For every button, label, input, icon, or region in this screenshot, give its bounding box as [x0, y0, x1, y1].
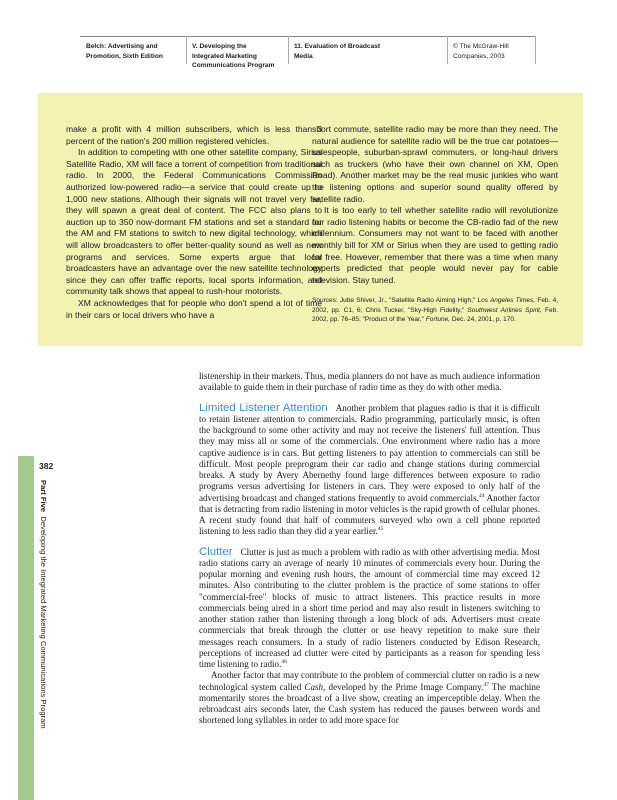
main-text [199, 371, 540, 727]
source-publication: Fortune, [425, 316, 450, 324]
section-heading: Limited Listener Attention [199, 401, 328, 414]
footnote-ref: 46 [281, 658, 287, 665]
feature-paragraph: make a profit with 4 million subscribers, which is less than 3 percent of the nation's 200 million registered vehicles. [66, 124, 322, 146]
body-text: The machine momentarily stores the broadcast of a live show, creating an imperceptible delay. When the rebroadcast airs seconds later, the Cash system has reduced the pauses between words and shortened long syllables in order to add more space for [199, 681, 541, 726]
header-book-title: Belch: Advertising and Promotion, Sixth Edition [86, 43, 163, 60]
header-rule [80, 36, 535, 37]
feature-sources [312, 296, 558, 324]
body-text: Clutter is just as much a problem with radio as with other advertising media. Most radio stations carry an average of nearly 10 minutes of commercials every hour. During the popular morning and evening rush hours, the amount of commercial time may exceed 12 minutes. Also contributing to the clutter problem is the practice of some stations to offer "commercial-free" blocks of music to attract listeners. This practice results in more commercials being aired in a short time period and may also result in listeners switching to another station rather than listening through a long block of ads. Advertisers must create commercials that break through the clutter or use heavy repetition to make sure their messages reach consumers. In a study of radio listeners conducted by Edison Research, perceptions of increased ad clutter were cited by participants as a reason for spending less time listening to radio. [199, 546, 540, 669]
body-paragraph: listenership in their markets. Thus, media planners do not have as much audience information available to guide them in their purchase of radio time as they do with other media. [199, 371, 540, 393]
source-publication: Southwest Airlines Spirit, [467, 306, 542, 314]
body-paragraph [199, 670, 540, 726]
feature-box-right-column [312, 124, 558, 325]
feature-box [38, 93, 583, 346]
feature-paragraph: In addition to competing with one other satellite company, Sirius Satellite Radio, XM will face a torrent of competition from traditional radio. In 2000, the Federal Communications Commission authorized low-powered radio—a service that could create up to 1,000 new stations. Although their signals will not travel very far, they will spawn a great deal of content. The FCC also plans to auction up to 350 now-dormant FM stations and set a standard for the AM and FM stations to switch to new digital technology, which will allow broadcasters to offer better-quality sound as well as new programs and services. Some experts argue that local broadcasters have an advantage over the new satellite technology since they can offer traffic reports, local sports information, and community talk shows that appeal to rush-hour motorists. [66, 147, 322, 297]
header-part-title: V. Developing the Integrated Marketing Communications Program [192, 43, 275, 69]
feature-box-left-column [66, 124, 322, 321]
header-chapter-title: 11. Evaluation of Broadcast Media [294, 43, 381, 60]
body-text: Another problem that plagues radio is that it is difficult to retain listener attention to commercials. Radio programming, particularly music, is often the background to some other activity and may not receive the listeners' full attention. Thus they may miss all or some of the commercials. One environment where radio has a more captive audience is in cars. But getting listeners to pay attention to commercials can still be difficult. Most people preprogram their car radio and change stations during commercial breaks. A study by Avery Abernethy found large differences between exposure to radio programs versus advertising for listeners in cars. They were exposed to only half of the advertising broadcast and changed stations frequently to avoid commercials. [199, 402, 540, 503]
header-divider [535, 36, 536, 64]
footnote-ref: 45 [377, 526, 384, 533]
footnote-ref: 47 [483, 681, 489, 688]
sources-text: Sources: Jube Shiver, Jr., "Satellite Radio Aiming High," [312, 297, 476, 305]
page-header [80, 36, 535, 88]
sources-text: Feb. 4, 2002, pp. C1, 6; Chris Tucker, "Sky-High Fidelity," [312, 297, 558, 314]
feature-paragraph: short commute, satellite radio may be more than they need. The natural audience for satellite radio will be the true car potatoes—salespeople, suburban-sprawl commuters, or long-haul drivers such as truckers (who have their own channel on XM, Open Road). Another market may be the real music junkies who want the listening options and superior sound quality offered by satellite radio. [312, 124, 558, 204]
feature-paragraph: It is too early to tell whether satellite radio will revolutionize our radio listening habits or become the CB-radio fad of the new millennium. Consumers may not want to be faced with another monthly bill for XM or Sirius when they are used to getting radio for free. However, remember that there was a time when many experts predicted that people would never pay for cable television. Stay tuned. [312, 205, 558, 285]
body-text: Another factor that may contribute to the problem of commercial clutter on radio is a new technological system called [199, 670, 540, 692]
feature-paragraph: XM acknowledges that for people who don't spend a lot of time in their cars or local drivers who have a [66, 297, 322, 320]
part-title: Developing the Integrated Marketing Communications Program [39, 516, 48, 729]
header-copyright: © The McGraw-Hill Companies, 2003 [453, 43, 509, 60]
sources-text: Feb. 2002, pp. 76–85; "Product of the Year," [312, 306, 559, 324]
page-number: 382 [39, 461, 54, 471]
header-divider [288, 36, 289, 64]
running-head [39, 480, 48, 729]
body-text: Another factor that is detracting from radio listening in motor vehicles is the rapid growth of cellular phones. A recent study found that half of commuters surveyed who own a cell phone reported listening to less radio than they did a year earlier. [199, 492, 541, 537]
part-label: Part Five [39, 480, 48, 513]
sources-text: Dec. 24, 2001, p. 170. [451, 316, 516, 324]
margin-color-band [18, 456, 34, 800]
source-publication: Los Angeles Times, [477, 297, 536, 305]
header-divider [447, 36, 448, 64]
section-heading: Clutter [199, 545, 233, 558]
header-divider [186, 36, 187, 64]
system-name: Cash, [304, 681, 326, 692]
footnote-ref: 44 [478, 492, 485, 499]
body-text: developed by the Prime Image Company. [325, 681, 484, 692]
